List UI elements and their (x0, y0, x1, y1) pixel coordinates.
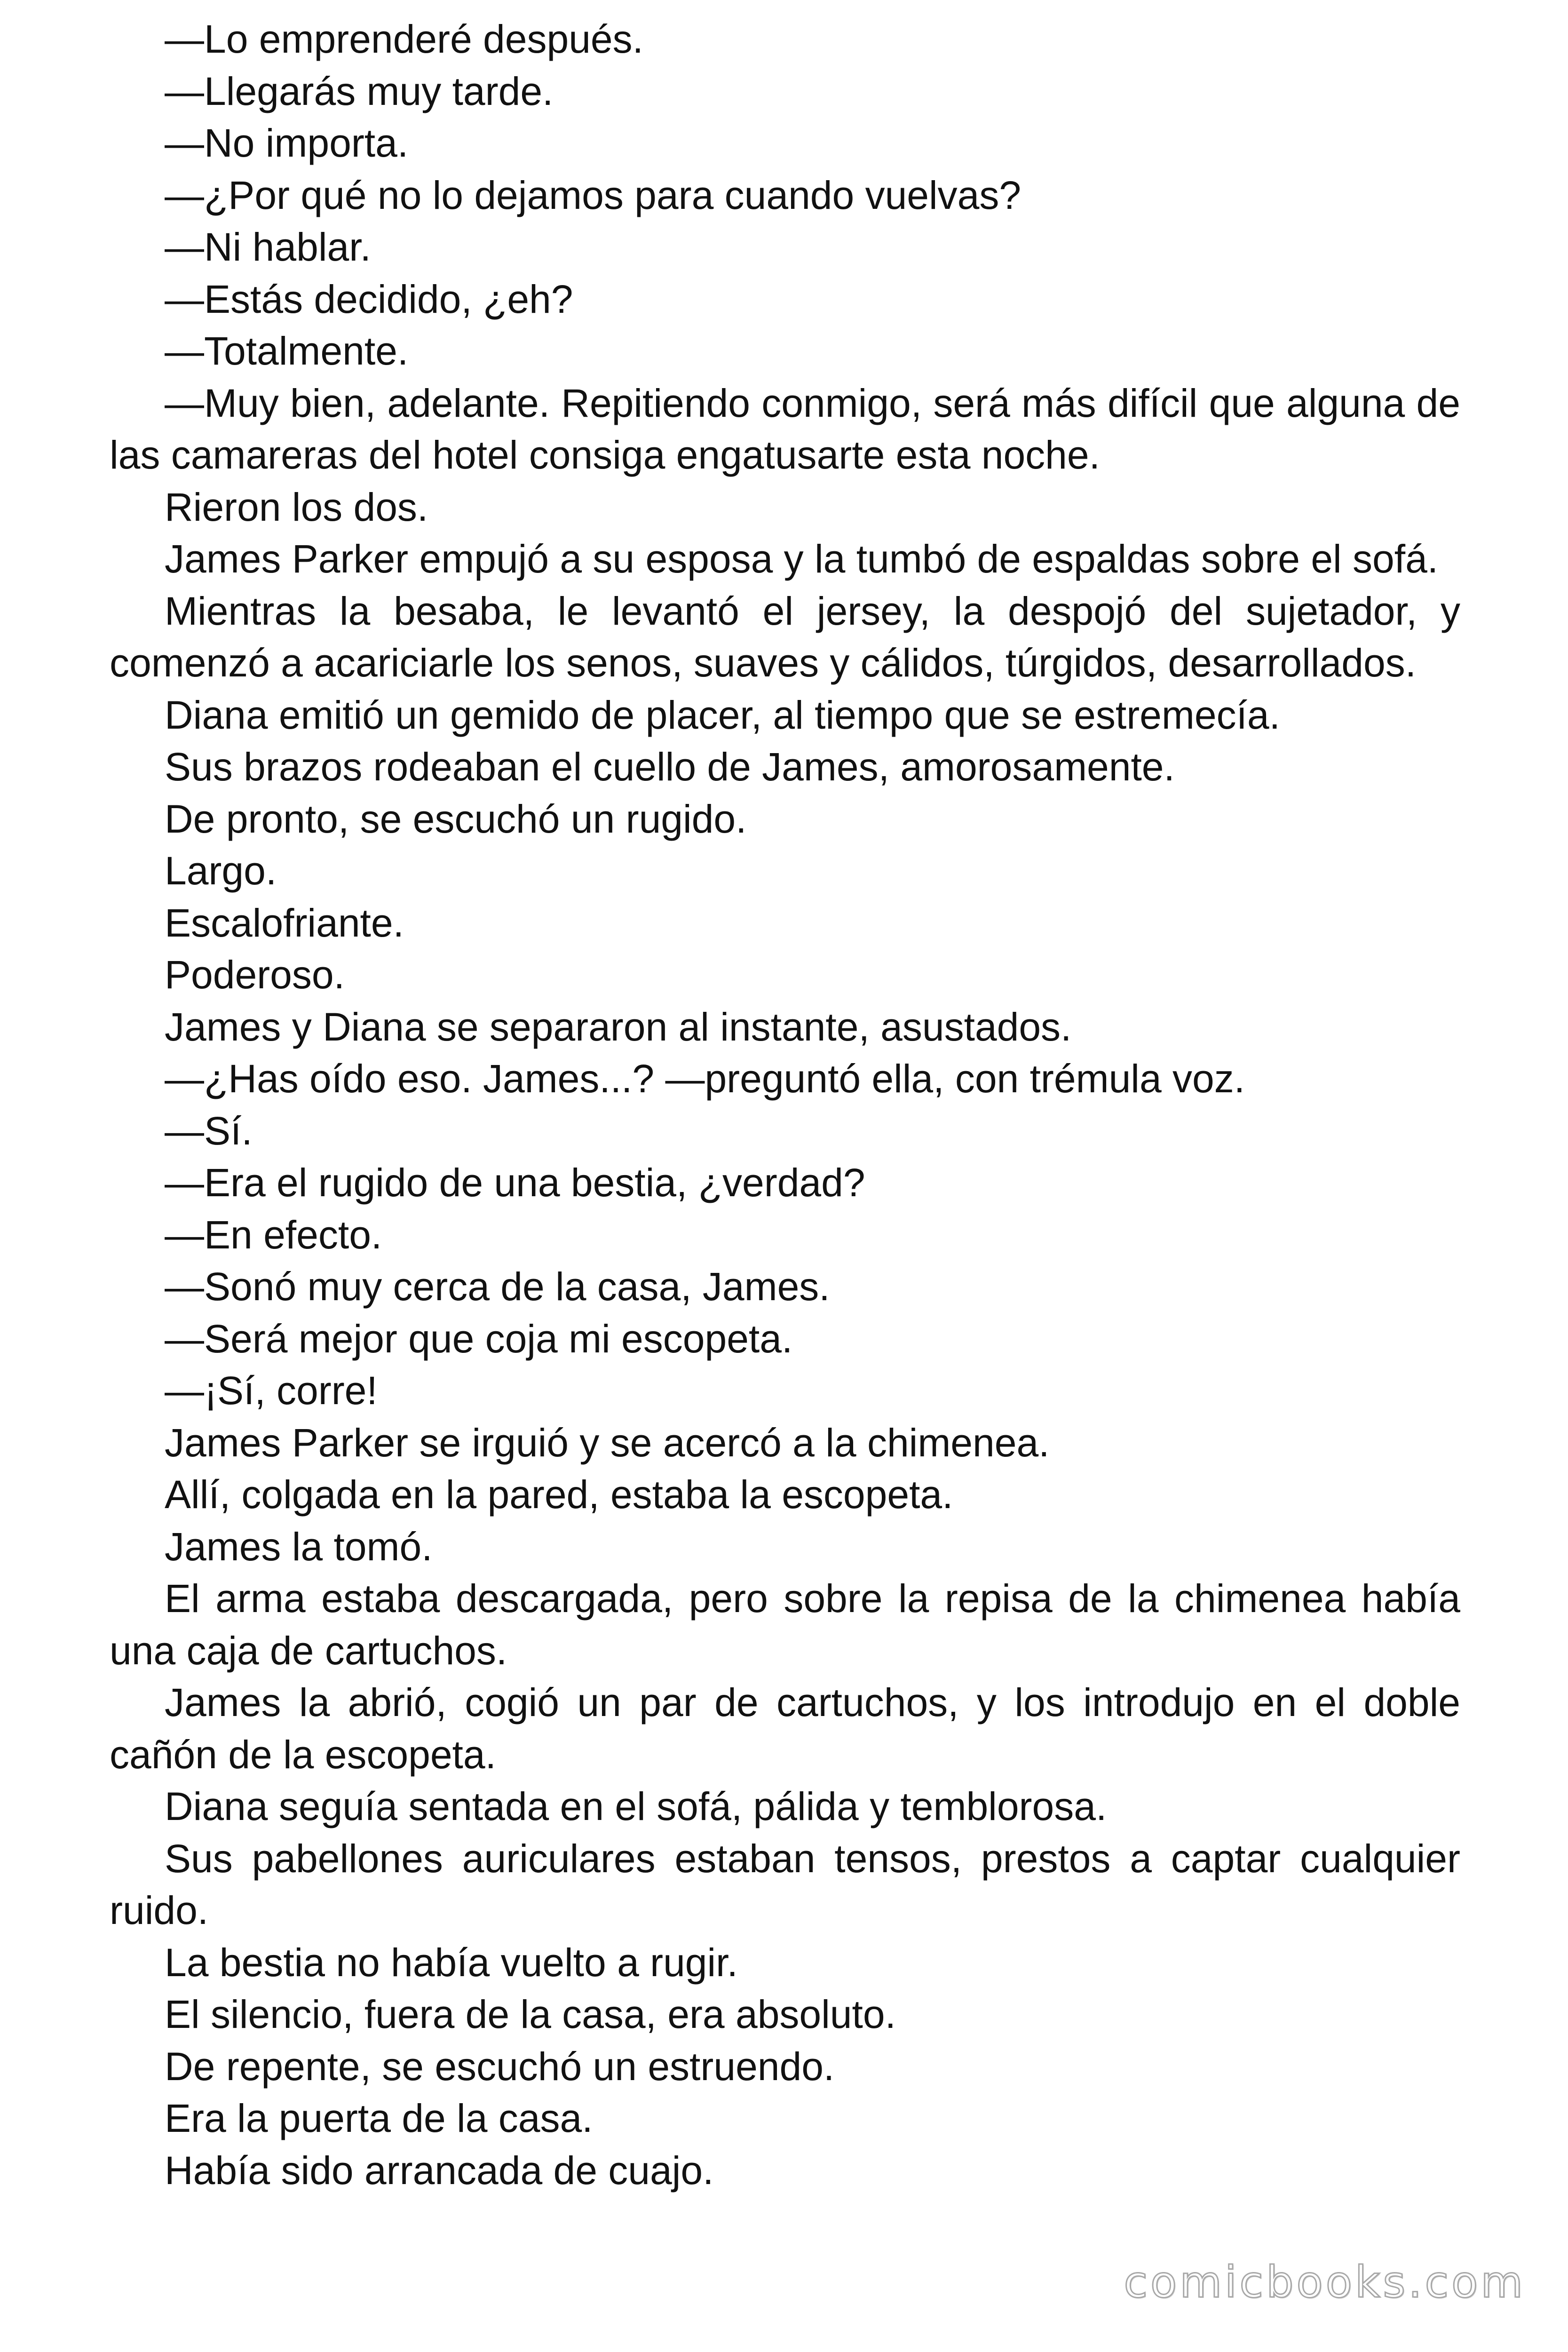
paragraph: Mientras la besaba, le levantó el jersey, la despojó del sujetador, y comenzó a acariciarle los senos, suaves y cálidos, túrgidos, desarrollados. (110, 588, 1460, 685)
paragraph: Sus pabellones auriculares estaban tensos, prestos a captar cualquier ruido. (110, 1836, 1460, 1932)
paragraph: Rieron los dos. (165, 485, 428, 529)
paragraph: —Totalmente. (165, 329, 409, 373)
paragraph: —Ni hablar. (165, 225, 371, 269)
paragraph: Había sido arrancada de cuajo. (165, 2148, 714, 2193)
paragraph: —Lo emprenderé después. (165, 17, 643, 61)
paragraph: —Muy bien, adelante. Repitiendo conmigo, será más difícil que alguna de las camareras del hotel consiga engatusarte esta noche. (110, 381, 1460, 477)
paragraph: James y Diana se separaron al instante, asustados. (165, 1004, 1072, 1049)
paragraph: James Parker empujó a su esposa y la tumbó de espaldas sobre el sofá. (165, 537, 1439, 581)
paragraph: —Era el rugido de una bestia, ¿verdad? (165, 1160, 865, 1205)
paragraph: De repente, se escuchó un estruendo. (165, 2044, 835, 2089)
paragraph: De pronto, se escuchó un rugido. (165, 796, 747, 841)
paragraph: El silencio, fuera de la casa, era absoluto. (165, 1992, 896, 2036)
paragraph: Largo. (165, 849, 277, 893)
paragraph: James Parker se irguió y se acercó a la chimenea. (165, 1420, 1050, 1465)
paragraph: —Estás decidido, ¿eh? (165, 277, 573, 321)
paragraph: Diana seguía sentada en el sofá, pálida y temblorosa. (165, 1784, 1107, 1828)
paragraph: —¿Por qué no lo dejamos para cuando vuelvas? (165, 173, 1022, 217)
paragraph: —Sonó muy cerca de la casa, James. (165, 1264, 830, 1309)
paragraph: Diana emitió un gemido de placer, al tiempo que se estremecía. (165, 692, 1280, 737)
paragraph: Allí, colgada en la pared, estaba la escopeta. (165, 1472, 953, 1517)
paragraph: James la abrió, cogió un par de cartuchos, y los introdujo en el doble cañón de la escopeta. (110, 1680, 1460, 1777)
paragraph: Era la puerta de la casa. (165, 2096, 593, 2140)
paragraph: James la tomó. (165, 1524, 433, 1569)
paragraph: —En efecto. (165, 1212, 382, 1257)
page-text (110, 13, 1460, 2196)
watermark: comicbooks.com (1124, 2257, 1526, 2307)
paragraph: Sus brazos rodeaban el cuello de James, amorosamente. (165, 745, 1175, 789)
paragraph: Poderoso. (165, 953, 345, 997)
paragraph: El arma estaba descargada, pero sobre la repisa de la chimenea había una caja de cartuchos. (110, 1576, 1460, 1673)
paragraph: —Sí. (165, 1108, 253, 1153)
paragraph: —¿Has oído eso. James...? —preguntó ella, con trémula voz. (165, 1057, 1245, 1101)
paragraph: —Llegarás muy tarde. (165, 69, 554, 113)
paragraph: La bestia no había vuelto a rugir. (165, 1940, 738, 1985)
paragraph: —No importa. (165, 121, 409, 165)
paragraph: —¡Sí, corre! (165, 1368, 378, 1413)
paragraph: —Será mejor que coja mi escopeta. (165, 1316, 793, 1361)
paragraph: Escalofriante. (165, 900, 404, 945)
